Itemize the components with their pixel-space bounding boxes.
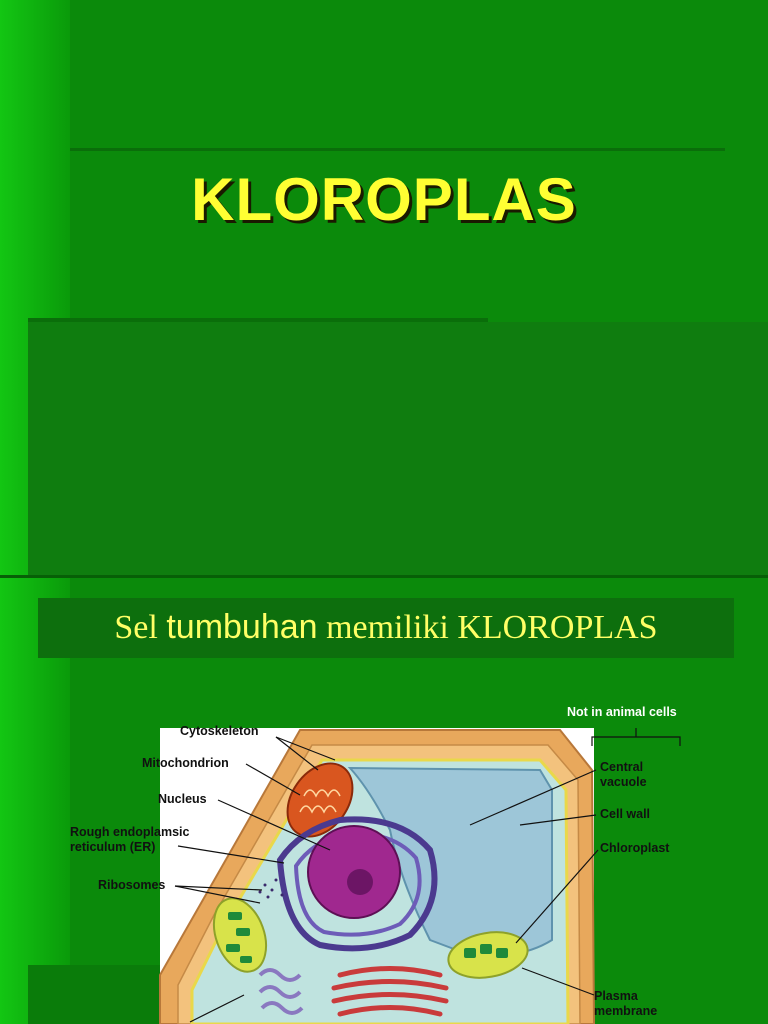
nucleolus-shape <box>347 869 373 895</box>
label-rough-er-line1: Rough endoplamsic <box>70 825 190 839</box>
label-cell-wall: Cell wall <box>600 807 651 821</box>
bracket-not-in-animal <box>592 728 680 746</box>
subtitle-part2: tumbuhan <box>166 608 318 646</box>
label-mitochondrion: Mitochondrion <box>142 756 229 770</box>
label-plasma-membrane-line1: Plasma <box>594 989 638 1003</box>
label-nucleus: Nucleus <box>158 792 207 806</box>
subtitle-part1: Sel <box>114 609 167 646</box>
label-central-vacuole-line2: vacuole <box>600 775 647 789</box>
subtitle-part3: memiliki KLOROPLAS <box>317 609 658 646</box>
label-cytoskeleton: Cytoskeleton <box>180 724 259 738</box>
slide-title: KLOROPLAS <box>191 166 577 233</box>
label-ribosomes: Ribosomes <box>98 878 166 892</box>
label-not-in-animal: Not in animal cells <box>567 705 677 719</box>
label-central-vacuole-line1: Central <box>600 760 644 774</box>
label-plasma-membrane-line2: membrane <box>594 1004 658 1018</box>
label-chloroplast: Chloroplast <box>600 841 670 855</box>
label-rough-er-line2: reticulum (ER) <box>70 840 156 854</box>
